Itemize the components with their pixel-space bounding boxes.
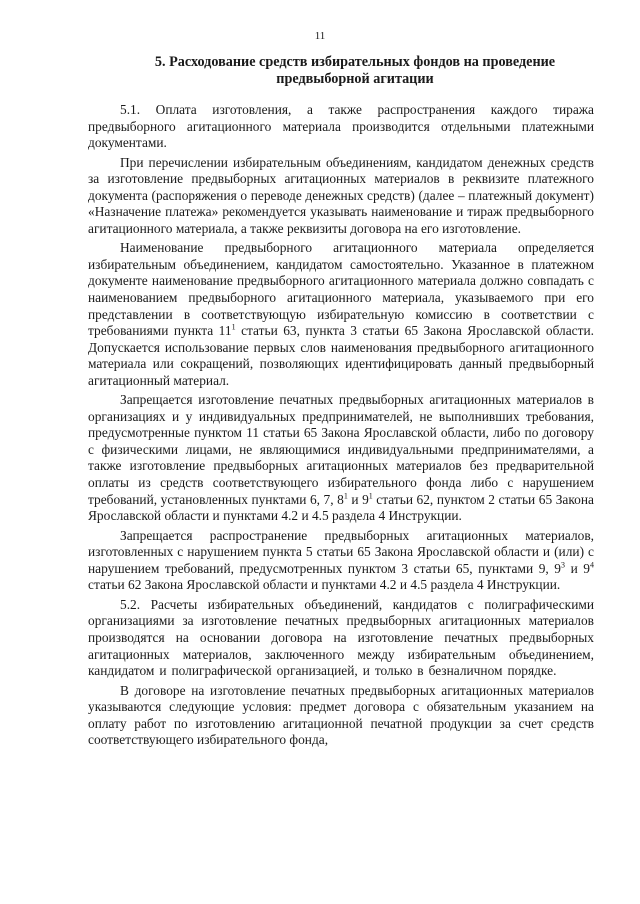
paragraph-contract-terms: В договоре на изготовление печатных предвыборных агитационных материалов указываются следующие условия: предмет договора с обязательным указанием на оплату работ по изготовлению агитационной печатной продукции за счет средств соответствующего избирательного фонда, [88, 682, 594, 748]
superscript: 1 [368, 491, 373, 501]
superscript: 3 [561, 560, 566, 570]
page-number: 11 [314, 30, 326, 42]
paragraph-text: Наименование предвыборного агитационного материала определяется избирательным объединением, кандидатом самостоятельно. Указанное в платежном документе наименование предвыборного агитационного материала должно совпадать с наименованием предвыборного агитационного материала, указываемого при его представлении в соответствующую избирательную комиссию в соответствии с требованиями пункта 11 [88, 240, 594, 339]
paragraph-text: Запрещается изготовление печатных предвыборных агитационных материалов в организациях и у индивидуальных предпринимателей, не выполнивших требования, предусмотренные пунктом 11 статьи 65 Закона Ярославской области, либо по договору с физическими лицами, не являющимися индивидуальными предпринимателями, а также изготовление предвыборных агитационных материалов без предварительной оплаты из средств соответствующего избирательного фонда либо с нарушением требований, установленных пунктами 6, 7, 8 [88, 392, 594, 507]
superscript: 1 [231, 322, 236, 332]
paragraph-payment-purpose: При перечислении избирательным объединениям, кандидатом денежных средств за изготовление предвыборных агитационных материалов в реквизите платежного документа (распоряжения о переводе денежных средств) (далее – платежный документ) «Назначение платежа» рекомендуется указывать наименование и тираж предвыборного агитационного материала, а также реквизиты договора на его изготовление. [88, 154, 594, 236]
paragraph-text: статьи 62, пунктом 2 статьи 65 Закона Ярославской области и пунктами 4.2 и 4.5 раздела 4 Инструкции. [88, 491, 594, 524]
paragraph-production-ban [88, 392, 594, 524]
paragraph-text: статьи 62 Закона Ярославской области и пунктами 4.2 и 4.5 раздела 4 Инструкции. [88, 577, 561, 593]
paragraph-5-1: 5.1. Оплата изготовления, а также распространения каждого тиража предвыборного агитационного материала производится отдельными платежными документами. [88, 102, 594, 151]
superscript: 4 [590, 560, 595, 570]
paragraph-material-name [88, 240, 594, 389]
paragraph-text: Запрещается распространение предвыборных агитационных материалов, изготовленных с нарушением пункта 5 статьи 65 Закона Ярославской области и (или) с нарушением требований, предусмотренных пунктом 3 статьи 65, пунктами 9, 9 [88, 527, 594, 576]
paragraph-text: и 9 [347, 491, 369, 507]
paragraph-5-2: 5.2. Расчеты избирательных объединений, кандидатов с полиграфическими организациями за изготовление печатных предвыборных агитационных материалов производятся на основании договора на изготовление печатных предвыборных агитационных материалов, заключенного между избирательным объединением, кандидатом и полиграфической организацией, и только в безналичном порядке. [88, 596, 594, 679]
paragraph-distribution-ban [88, 528, 594, 594]
superscript: 1 [343, 491, 348, 501]
paragraph-text: статьи 63, пункта 3 статьи 65 Закона Ярославской области. Допускается использование первых слов наименования предвыборного агитационного материала или сокращений, позволяющих идентифицировать данный предвыборный агитационный материал. [88, 323, 594, 388]
paragraph-text: и 9 [565, 560, 591, 576]
document-body [88, 102, 594, 752]
section-heading: 5. Расходование средств избирательных фондов на проведение предвыборной агитации [154, 54, 556, 87]
